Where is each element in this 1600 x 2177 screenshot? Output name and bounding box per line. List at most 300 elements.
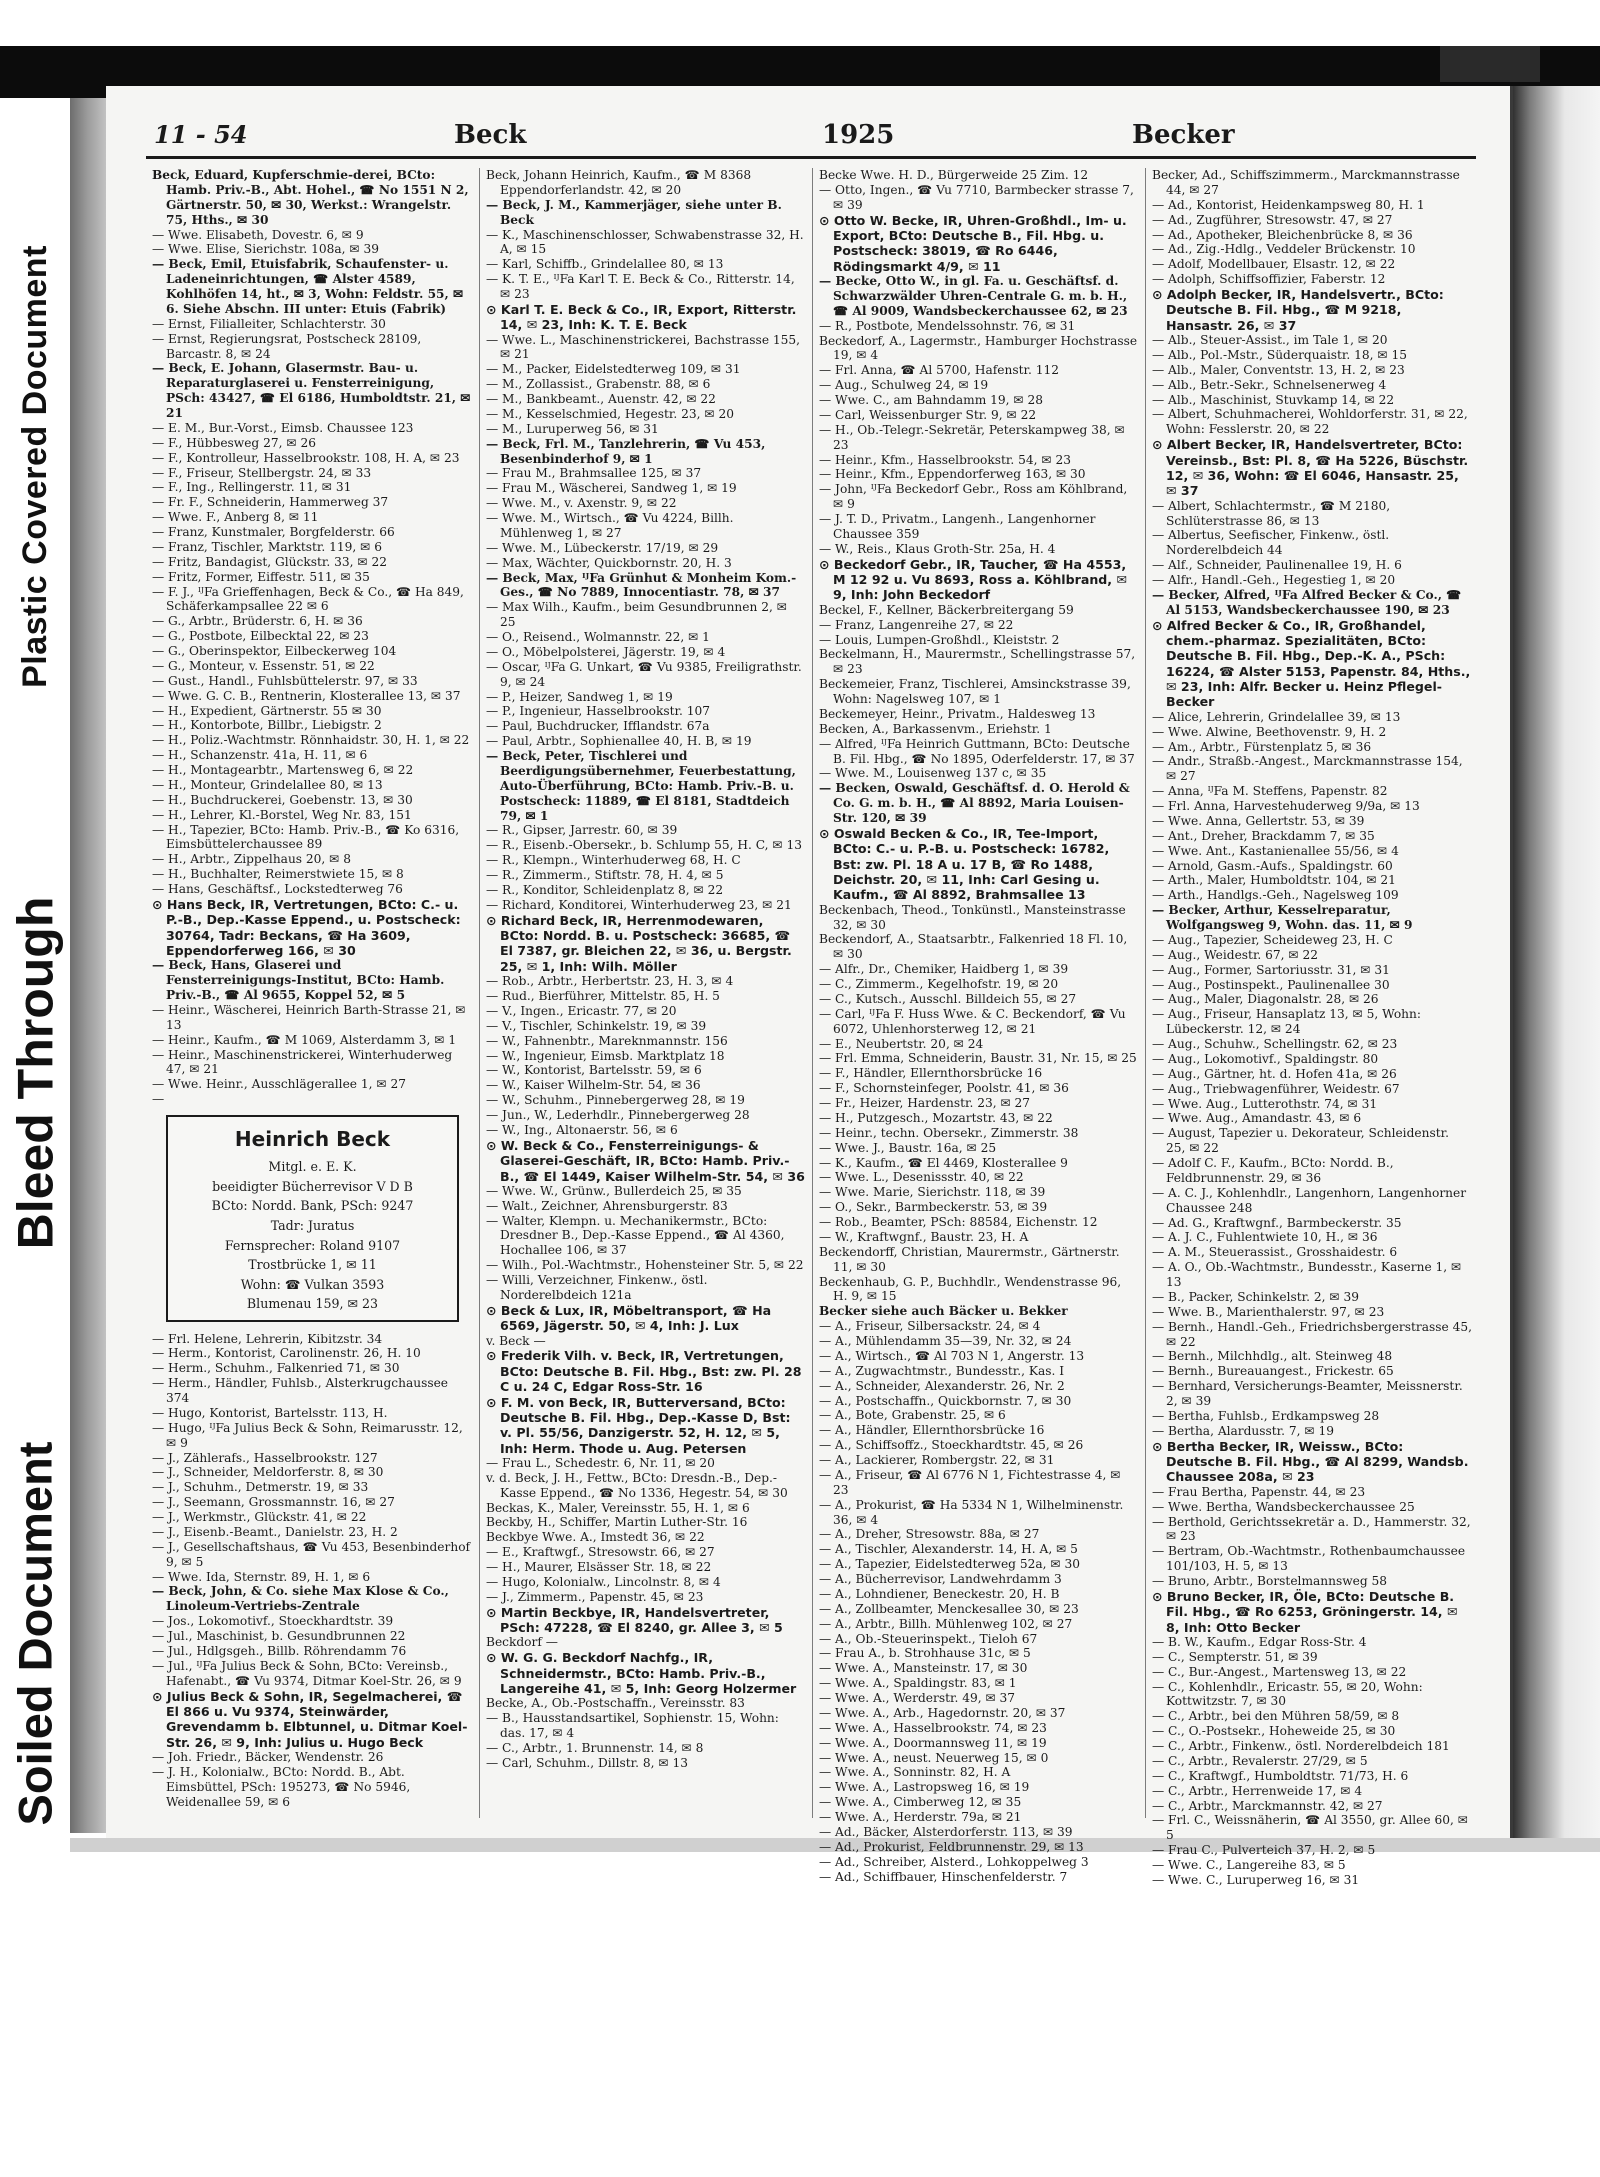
directory-entry: — Wwe. Aug., Lutterothstr. 74, ✉ 31 (1152, 1096, 1378, 1111)
directory-entry: — A., Wirtsch., ☎ Al 703 N 1, Angerstr. 13 (819, 1348, 1085, 1363)
directory-entry: — Joh. Friedr., Bäcker, Wendenstr. 26 (152, 1750, 384, 1765)
degradation-labels (0, 98, 70, 1838)
directory-entry: — Alb., Pol.-Mstr., Süderquaistr. 18, ✉ 15 (1152, 347, 1407, 362)
directory-entry: — Aug., Maler, Diagonalstr. 28, ✉ 26 (1152, 992, 1379, 1007)
directory-entry: — H., Lehrer, Kl.-Borstel, Weg Nr. 83, 151 (152, 807, 412, 822)
directory-entry: — Frau A., b. Strohhause 31c, ✉ 5 (819, 1646, 1031, 1661)
directory-entry: Beck, Johann Heinrich, Kaufm., ☎ M 8368 Eppendorferlandstr. 42, ✉ 20 (486, 168, 752, 197)
directory-entry: — A., Tischler, Alexanderstr. 14, H. A, ✉ 5 (819, 1542, 1078, 1557)
directory-entry: — John, ᴵᴶFa Beckedorf Gebr., Ross am Köhlbrand, ✉ 9 (819, 482, 1128, 512)
directory-entry: — Becke, Otto W., in gl. Fa. u. Geschäftsf. d. Schwarzwälder Uhren-Centrale G. m. b. H., ☎ Al 9009, Wandsbeckerchaussee 62, ✉ 23 (819, 274, 1128, 318)
directory-entry: — K. T. E., ᴵᴶFa Karl T. E. Beck & Co., Ritterstr. 14, ✉ 23 (486, 272, 795, 301)
directory-entry: — Wwe. C., am Bahndamm 19, ✉ 28 (819, 393, 1044, 408)
directory-entry: — Heinr., Maschinenstrickerei, Winterhuderweg 47, ✉ 21 (152, 1047, 453, 1077)
directory-entry: — Fritz, Bandagist, Glückstr. 33, ✉ 22 (152, 554, 387, 569)
directory-entry: — Albert, Schuhmacherei, Wohldorferstr. 31, ✉ 22, Wohn: Fesslerstr. 20, ✉ 22 (1152, 407, 1468, 437)
directory-entry: — P., Heizer, Sandweg 1, ✉ 19 (486, 689, 673, 704)
directory-entry: Beckendorf, A., Staatsarbtr., Falkenried 18 Fl. 10, ✉ 30 (819, 932, 1128, 962)
directory-entry: — H., Buchhalter, Reimerstwiete 15, ✉ 8 (152, 867, 404, 882)
directory-entry: — Wwe. Anna, Gellertstr. 53, ✉ 39 (1152, 813, 1365, 828)
directory-entry: — Gust., Handl., Fuhlsbüttelerstr. 97, ✉ 33 (152, 673, 418, 688)
directory-entry: — Walt., Zeichner, Ahrensburgerstr. 83 (486, 1198, 728, 1213)
advertisement-line: Blumenau 159, ✉ 23 (246, 1296, 379, 1312)
directory-entry: — A. M., Steuerassist., Grosshaidestr. 6 (1152, 1245, 1398, 1260)
directory-entry: Becker siehe auch Bäcker u. Bekker (819, 1304, 1068, 1319)
directory-entry: — Bertram, Ob.-Wachtmstr., Rothenbaumchaussee 101/103, H. 5, ✉ 13 (1152, 1544, 1466, 1574)
directory-column (1145, 168, 1478, 1887)
directory-entry: — Richard, Konditorei, Winterhuderweg 23, ✉ 21 (486, 897, 792, 912)
directory-entry: — Alfr., Dr., Chemiker, Haidberg 1, ✉ 39 (819, 962, 1069, 977)
directory-entry: — B., Packer, Schinkelstr. 2, ✉ 39 (1152, 1289, 1359, 1304)
directory-entry: — Carl, Weissenburger Str. 9, ✉ 22 (819, 407, 1037, 422)
directory-entry: — Aug., Former, Sartoriusstr. 31, ✉ 31 (1152, 962, 1390, 977)
directory-entry: — A., Zollbeamter, Menckesallee 30, ✉ 23 (819, 1601, 1079, 1616)
directory-entry: — E., Kraftwgf., Stresowstr. 66, ✉ 27 (486, 1545, 715, 1560)
directory-column (812, 168, 1145, 1884)
directory-entry: — Ad., Schreiber, Alsterd., Lohkoppelweg 3 (819, 1854, 1089, 1869)
directory-entry: — A., Bücherrevisor, Landwehrdamm 3 (819, 1572, 1062, 1587)
directory-entry: — J., Schneider, Meldorferstr. 8, ✉ 30 (152, 1465, 384, 1480)
directory-entry: — H., Maurer, Elsässer Str. 18, ✉ 22 (486, 1560, 712, 1575)
directory-entry: — H., Arbtr., Zippelhaus 20, ✉ 8 (152, 852, 352, 867)
directory-entry: — E., Neubertstr. 20, ✉ 24 (819, 1036, 984, 1051)
directory-entry: — A. C. J., Kohlenhdlr., Langenhorn, Langenhorner Chaussee 248 (1152, 1185, 1467, 1215)
directory-entry: ⊙ Karl T. E. Beck & Co., IR, Export, Ritterstr. 14, ✉ 23, Inh: K. T. E. Beck (486, 301, 797, 333)
directory-entry: — Max, Wächter, Quickbornstr. 20, H. 3 (486, 555, 732, 570)
directory-entry: ⊙ Otto W. Becke, IR, Uhren-Großhdl., Im- u. Export, BCto: Deutsche B., Fil. Hbg. u. Postscheck: 38019, ☎ Ro 6446, Rödingsmarkt 4/9, ✉ 11 (819, 212, 1127, 274)
directory-entry: — C., Arbtr., Revalerstr. 27/29, ✉ 5 (1152, 1753, 1368, 1768)
directory-entry: — W., Reis., Klaus Groth-Str. 25a, H. 4 (819, 541, 1056, 556)
directory-entry: Becke, A., Ob.-Postschaffn., Vereinsstr. 83 (486, 1696, 745, 1711)
directory-entry: — Arth., Handlgs.-Geh., Nagelsweg 109 (1152, 888, 1399, 903)
directory-entry: — A., Friseur, ☎ Al 6776 N 1, Fichtestrasse 4, ✉ 23 (819, 1467, 1121, 1497)
directory-entry: ⊙ W. G. G. Beckdorf Nachfg., IR, Schneidermstr., BCto: Hamb. Priv.-B., Langereihe 41, ✉ 5, Inh: Georg Holzermer (486, 1650, 797, 1697)
directory-entry: — F., Kontrolleur, Hasselbrookstr. 108, H. A, ✉ 23 (152, 450, 460, 465)
directory-entry: — C., Arbtr., Marckmannstr. 42, ✉ 27 (1152, 1798, 1383, 1813)
directory-entry: — A., Friseur, Silbersackstr. 24, ✉ 4 (819, 1319, 1041, 1334)
directory-entry: — Adolf, Modellbauer, Elsastr. 12, ✉ 22 (1152, 257, 1396, 272)
directory-entry: — Heinr., Kfm., Eppendorferweg 163, ✉ 30 (819, 467, 1086, 482)
directory-entry: — Rob., Arbtr., Herbertstr. 23, H. 3, ✉ 4 (486, 974, 734, 989)
directory-entry: — Fritz, Former, Eiffestr. 511, ✉ 35 (152, 569, 370, 584)
directory-entry: Beckedorf, A., Lagermstr., Hamburger Hochstrasse 19, ✉ 4 (819, 333, 1138, 363)
directory-entry: — G., Monteur, v. Essenstr. 51, ✉ 22 (152, 658, 375, 673)
directory-entry: — Jos., Lokomotivf., Stoeckhardtstr. 39 (152, 1614, 394, 1629)
advertisement-line: Trostbrücke 1, ✉ 11 (248, 1257, 377, 1273)
directory-entry: — Wwe. L., Maschinenstrickerei, Bachstrasse 155, ✉ 21 (486, 332, 801, 362)
directory-entry: — H., Schanzenstr. 41a, H. 11, ✉ 6 (152, 748, 368, 763)
directory-entry: — Heinr., Kaufm., ☎ M 1069, Alsterdamm 3, ✉ 1 (152, 1032, 457, 1047)
directory-entry: — Rob., Beamter, PSch: 88584, Eichenstr. 12 (819, 1215, 1098, 1230)
directory-entry: — R., Eisenb.-Obersekr., b. Schlump 55, H. C, ✉ 13 (486, 838, 802, 853)
directory-entry: — Heinr., techn. Obersekr., Zimmerstr. 38 (819, 1125, 1079, 1140)
directory-entry: — Ad., Bäcker, Alsterdorferstr. 113, ✉ 39 (819, 1824, 1073, 1839)
directory-entry: — W., Ingenieur, Eimsb. Marktplatz 18 (486, 1048, 725, 1063)
directory-entry: — Ad., Zig.-Hdlg., Veddeler Brückenstr. 10 (1152, 242, 1416, 257)
directory-entry: — H., Expedient, Gärtnerstr. 55 ✉ 30 (152, 703, 382, 718)
directory-entry: ⊙ F. M. von Beck, IR, Butterversand, BCto: Deutsche B. Fil. Hbg., Dep.-Kasse D, Bst: v. Pl. 55/56, Danzigerstr. 52, H. 12, ✉ 5, Inh: Herm. Thode u. Aug. Petersen (486, 1394, 791, 1456)
directory-entry: — Bertha, Alardusstr. 7, ✉ 19 (1152, 1423, 1334, 1438)
directory-entry: — Bernh., Milchhdlg., alt. Steinweg 48 (1152, 1349, 1393, 1364)
directory-entry: — V., Tischler, Schinkelstr. 19, ✉ 39 (486, 1018, 707, 1033)
directory-entry: — J. T. D., Privatm., Langenh., Langenhorner Chaussee 359 (819, 512, 1096, 541)
directory-entry: — Wwe. C., Langereihe 83, ✉ 5 (1152, 1858, 1346, 1873)
directory-entry: — C., Arbtr., 1. Brunnenstr. 14, ✉ 8 (486, 1741, 704, 1756)
directory-entry: — C., Arbtr., bei den Mühren 58/59, ✉ 8 (1152, 1709, 1400, 1724)
directory-entry: — Willi, Verzeichner, Finkenw., östl. Norderelbdeich 121a (486, 1273, 708, 1302)
directory-entry: — Wwe. M., Lübeckerstr. 17/19, ✉ 29 (486, 540, 719, 555)
directory-entry: — Anna, ᴵᴶFa M. Steffens, Papenstr. 82 (1152, 784, 1388, 799)
directory-entry: ⊙ Julius Beck & Sohn, IR, Segelmacherei, ☎ El 866 u. Vu 9374, Steinwärder, Grevendamm b. Elbtunnel, u. Ditmar Koel-Str. 26, ✉ 9, Inh: Julius u. Hugo Beck (152, 1688, 468, 1750)
directory-entry: ⊙ Bertha Becker, IR, Weissw., BCto: Deutsche B. Fil. Hbg., ☎ Al 8299, Wandsb. Chaussee 208a, ✉ 23 (1152, 1438, 1469, 1485)
page-number: 11 - 54 (154, 120, 248, 149)
directory-entry: — Wwe. A., Mansteinstr. 17, ✉ 30 (819, 1661, 1028, 1676)
directory-entry: — W., Kontorist, Bartelsstr. 59, ✉ 6 (486, 1063, 702, 1078)
directory-entry: — R., Klempn., Winterhuderweg 68, H. C (486, 853, 741, 868)
directory-entry: — A., Lohndiener, Beneckestr. 20, H. B (819, 1586, 1060, 1601)
scanner-corner-notch (1440, 46, 1540, 82)
directory-entry: ⊙ Oswald Becken & Co., IR, Tee-Import, BCto: C.- u. P.-B. u. Postscheck: 16782, Bst: zw. Pl. 18 A u. 17 B, ☎ Ro 1488, Deichstr. 20, ✉ 11, Inh: Carl Gesing u. Kaufm., ☎ Al 8892, Brahmsallee 13 (819, 825, 1110, 903)
directory-entry: — Heinr., Wäscherei, Heinrich Barth-Strasse 21, ✉ 13 (152, 1002, 466, 1032)
directory-entry: — Wwe. A., neust. Neuerweg 15, ✉ 0 (819, 1750, 1049, 1765)
advertisement-line: beeidigter Bücherrevisor V D B (212, 1178, 413, 1194)
directory-entry: — Bernh., Bureauangest., Frickestr. 65 (1152, 1364, 1394, 1379)
directory-entry: — O., Möbelpolsterei, Jägerstr. 19, ✉ 4 (486, 644, 726, 659)
directory-entry: — Wwe. Ant., Kastanienallee 55/56, ✉ 4 (1152, 843, 1399, 858)
header-first-name: Beck (454, 120, 527, 150)
directory-entry: — Beck, Hans, Glaserei und Fensterreinigungs-Institut, BCto: Hamb. Priv.-B., ☎ Al 9655, Koppel 52, ✉ 5 (152, 958, 445, 1003)
directory-entry: — F., Friseur, Stellbergstr. 24, ✉ 33 (152, 465, 372, 480)
directory-entry: Becken, A., Barkassenvm., Eriehstr. 1 (819, 721, 1052, 736)
directory-entry: — Wwe. A., Hasselbrookstr. 74, ✉ 23 (819, 1720, 1047, 1735)
directory-entry: — Louis, Lumpen-Großhdl., Kleiststr. 2 (819, 632, 1060, 647)
page-edge-strip (1512, 86, 1600, 1838)
directory-entry: — Wwe. G. C. B., Rentnerin, Klosterallee 13, ✉ 37 (152, 688, 461, 703)
directory-entry: — Bruno, Arbtr., Borstelmannsweg 58 (1152, 1574, 1388, 1588)
directory-entry: ⊙ W. Beck & Co., Fensterreinigungs- & Glaserei-Geschäft, IR, BCto: Hamb. Priv.-B., ☎ El 1449, Kaiser Wilhelm-Str. 54, ✉ 36 (486, 1137, 805, 1184)
directory-entry: v. Beck — (486, 1333, 546, 1348)
directory-entry: — F., Schornsteinfeger, Poolstr. 41, ✉ 36 (819, 1081, 1069, 1096)
directory-entry: — J., Eisenb.-Beamt., Danielstr. 23, H. 2 (152, 1524, 398, 1539)
directory-column (146, 168, 479, 1818)
soiled-document-label: Soiled Document (2, 1343, 68, 1923)
directory-entry: Beckas, K., Maler, Vereinsstr. 55, H. 1, ✉ 6 (486, 1500, 750, 1515)
directory-entry: — Wwe. Ida, Sternstr. 89, H. 1, ✉ 6 (152, 1569, 371, 1584)
directory-entry: — F., Ing., Rellingerstr. 11, ✉ 31 (152, 480, 352, 495)
directory-entry: — Oscar, ᴵᴶFa G. Unkart, ☎ Vu 9385, Freiligrathstr. 9, ✉ 24 (486, 659, 802, 689)
directory-entry: — Frau L., Schedestr. 6, Nr. 11, ✉ 20 (486, 1455, 715, 1470)
directory-entry: ⊙ Hans Beck, IR, Vertretungen, BCto: C.- u. P.-B., Dep.-Kasse Eppend., u. Postscheck: 30764, Tadr: Beckans, ☎ Ha 3609, Eppendorferweg 166, ✉ 30 (152, 896, 461, 958)
directory-entry: Beck, Eduard, Kupferschmie-derei, BCto: Hamb. Priv.-B., Abt. Hohel., ☎ No 1551 N 2, Gärtnerstr. 50, ✉ 30, Werkst.: Wrangelstr. 75, Hths., ✉ 30 (152, 168, 469, 227)
directory-entry: — Frau Bertha, Papenstr. 44, ✉ 23 (1152, 1484, 1366, 1499)
page-header (154, 120, 1474, 160)
directory-entry: — R., Postbote, Mendelssohnstr. 76, ✉ 31 (819, 318, 1076, 333)
directory-entry: — Alb., Maschinist, Stuvkamp 14, ✉ 22 (1152, 392, 1395, 407)
directory-entry: — Frl. Anna, Harvestehuderweg 9/9a, ✉ 13 (1152, 799, 1420, 814)
directory-entry: — Wilh., Pol.-Wachtmstr., Hohensteiner Str. 5, ✉ 22 (486, 1258, 804, 1273)
directory-entry: — A., Lackierer, Rombergstr. 22, ✉ 31 (819, 1453, 1055, 1468)
directory-entry: — Andr., Straßb.-Angest., Marckmannstrasse 154, ✉ 27 (1152, 754, 1463, 784)
directory-entry: — Herm., Schuhm., Falkenried 71, ✉ 30 (152, 1361, 400, 1376)
directory-entry: v. d. Beck, J. H., Fettw., BCto: Dresdn.-B., Dep.-Kasse Eppend., ☎ No 1336, Hegestr. 54, ✉ 30 (486, 1470, 788, 1500)
directory-entry: — Beck, E. Johann, Glasermstr. Bau- u. Reparaturglaserei u. Fensterreinigung, PSch: 43427, ☎ El 6186, Humboldtstr. 21, ✉ 21 (152, 361, 471, 420)
directory-entry: — M., Bankbeamt., Auenstr. 42, ✉ 22 (486, 392, 716, 407)
directory-entry: — J., Zimmerm., Papenstr. 45, ✉ 23 (486, 1589, 704, 1604)
directory-entry: — Aug., Weidestr. 67, ✉ 22 (1152, 947, 1319, 962)
directory-entry: — C., O.-Postsekr., Hoheweide 25, ✉ 30 (1152, 1724, 1396, 1739)
directory-entry: Beckdorf — (486, 1635, 558, 1650)
directory-entry: — Wwe. Alwine, Beethovenstr. 9, H. 2 (1152, 724, 1387, 739)
directory-entry: ⊙ Richard Beck, IR, Herrenmodewaren, BCto: Nordd. B. u. Postscheck: 36685, ☎ El 7387, gr. Bleichen 22, ✉ 36, u. Bergstr. 25, ✉ 1, Inh: Wilh. Möller (486, 912, 792, 974)
directory-entry: Beckel, F., Kellner, Bäckerbreitergang 59 (819, 602, 1074, 617)
directory-entry: — Herm., Händler, Fuhlsb., Alsterkrugchaussee 374 (152, 1376, 449, 1406)
directory-entry: — Hugo, Kolonialw., Lincolnstr. 8, ✉ 4 (486, 1574, 721, 1589)
directory-entry: — Albert, Schlachtermstr., ☎ M 2180, Schlüterstrasse 86, ✉ 13 (1152, 498, 1391, 528)
directory-entry: ⊙ Frederik Vilh. v. Beck, IR, Vertretungen, BCto: Deutsche B. Fil. Hbg., Bst: zw. Pl. 28 C u. 24 C, Edgar Ross-Str. 16 (486, 1348, 802, 1395)
directory-entry: — Albertus, Seefischer, Finkenw., östl. Norderelbdeich 44 (1152, 528, 1390, 558)
directory-entry: — P., Ingenieur, Hasselbrookstr. 107 (486, 704, 710, 719)
directory-entry: — Ad., Prokurist, Feldbrunnenstr. 29, ✉ 13 (819, 1839, 1084, 1854)
directory-entry: — Aug., Triebwagenführer, Weidestr. 67 (1152, 1081, 1400, 1096)
directory-columns (146, 168, 1478, 1887)
directory-entry: — Bernhard, Versicherungs-Beamter, Meissnerstr. 2, ✉ 39 (1152, 1379, 1463, 1409)
directory-entry: — Am., Arbtr., Fürstenplatz 5, ✉ 36 (1152, 739, 1372, 754)
directory-entry: — Rud., Bierführer, Mittelstr. 85, H. 5 (486, 989, 720, 1004)
directory-entry: — M., Luruperweg 56, ✉ 31 (486, 421, 659, 436)
directory-entry: — V., Ingen., Ericastr. 77, ✉ 20 (486, 1003, 677, 1018)
directory-entry: — C., Kohlenhdlr., Ericastr. 55, ✉ 20, Wohn: Kottwitzstr. 7, ✉ 30 (1152, 1679, 1423, 1709)
directory-entry: — Franz, Langenreihe 27, ✉ 22 (819, 617, 1014, 632)
directory-entry: — Frl. Anna, ☎ Al 5700, Hafenstr. 112 (819, 363, 1060, 378)
directory-entry: — Wwe. J., Baustr. 16a, ✉ 25 (819, 1140, 997, 1155)
directory-entry: — J. H., Kolonialw., BCto: Nordd. B., Abt. Eimsbüttel, PSch: 195273, ☎ No 5946, Weidenallee 59, ✉ 6 (152, 1764, 411, 1809)
directory-entry: — Wwe. B., Marienthalerstr. 97, ✉ 23 (1152, 1304, 1385, 1319)
directory-entry: — M., Zollassist., Grabenstr. 88, ✉ 6 (486, 377, 711, 392)
directory-entry: — C., Kutsch., Ausschl. Billdeich 55, ✉ 27 (819, 991, 1077, 1006)
directory-column (479, 168, 812, 1818)
directory-entry: — Frl. Emma, Schneiderin, Baustr. 31, Nr. 15, ✉ 25 (819, 1051, 1137, 1066)
directory-entry: — Wwe. A., Cimberweg 12, ✉ 35 (819, 1795, 1022, 1810)
directory-entry: — A., Zugwachtmstr., Bundesstr., Kas. I (819, 1363, 1065, 1378)
bleed-through-label: Bleed Through (2, 813, 68, 1333)
directory-entry: — Carl, ᴵᴶFa F. Huss Wwe. & C. Beckendorf, ☎ Vu 6072, Uhlenhorsterweg 12, ✉ 21 (819, 1006, 1126, 1036)
directory-entry: — H., Tapezier, BCto: Hamb. Priv.-B., ☎ Ko 6316, Eimsbüttelerchaussee 89 (152, 822, 460, 852)
directory-entry: — Becken, Oswald, Geschäftsf. d. O. Herold & Co. G. m. b. H., ☎ Al 8892, Maria Louisen-Str. 120, ✉ 39 (819, 781, 1130, 826)
directory-entry: — Ad. G., Kraftwgnf., Barmbeckerstr. 35 (1152, 1215, 1402, 1230)
directory-entry: — A., Händler, Ellernthorsbrücke 16 (819, 1423, 1045, 1438)
directory-entry: — A. J. C., Fuhlentwiete 10, H., ✉ 36 (1152, 1230, 1378, 1245)
directory-entry: — Bertha, Fuhlsb., Erdkampsweg 28 (1152, 1408, 1380, 1423)
directory-entry: ⊙ Bruno Becker, IR, Öle, BCto: Deutsche B. Fil. Hbg., ☎ Ro 6253, Gröningerstr. 14, ✉ 8, Inh: Otto Becker (1152, 1588, 1458, 1635)
directory-entry: — Fr., Heizer, Hardenstr. 23, ✉ 27 (819, 1096, 1031, 1111)
advertisement-line: BCto: Nordd. Bank, PSch: 9247 (211, 1198, 414, 1214)
directory-entry: — Wwe. A., Arb., Hagedornstr. 20, ✉ 37 (819, 1705, 1066, 1720)
directory-entry: — K., Kaufm., ☎ El 4469, Klosterallee 9 (819, 1155, 1068, 1170)
directory-entry: Beckemeier, Franz, Tischlerei, Amsinckstrasse 39, Wohn: Nagelsweg 107, ✉ 1 (819, 677, 1131, 707)
directory-entry: — O., Reisend., Wolmannstr. 22, ✉ 1 (486, 630, 710, 645)
directory-entry: — Becker, Alfred, ᴵᴶFa Alfred Becker & Co., ☎ Al 5153, Wandsbeckerchaussee 190, ✉ 23 (1152, 587, 1462, 617)
directory-entry: — Hugo, ᴵᴶFa Julius Beck & Sohn, Reimarusstr. 12, ✉ 9 (152, 1420, 463, 1450)
directory-entry: — J., Werkmstr., Glückstr. 41, ✉ 22 (152, 1510, 367, 1525)
directory-entry: — Ernst, Regierungsrat, Postscheck 28109, Barcastr. 8, ✉ 24 (152, 331, 422, 361)
directory-entry: — Frl. C., Weissnäherin, ☎ Al 3550, gr. Allee 60, ✉ 5 (1152, 1813, 1468, 1843)
directory-entry: — R., Gipser, Jarrestr. 60, ✉ 39 (486, 823, 678, 838)
directory-entry: — Carl, Schuhm., Dillstr. 8, ✉ 13 (486, 1755, 688, 1770)
advertisement-line: Tadr: Juratus (270, 1218, 355, 1233)
directory-entry: — Franz, Tischler, Marktstr. 119, ✉ 6 (152, 539, 383, 554)
directory-entry: — G., Postbote, Eilbecktal 22, ✉ 23 (152, 629, 369, 644)
plastic-covered-label: Plastic Covered Document (2, 150, 68, 782)
directory-entry: — Hans, Geschäftsf., Lockstedterweg 76 (152, 882, 403, 896)
directory-entry: — Alfr., Handl.-Geh., Hegestieg 1, ✉ 20 (1152, 573, 1396, 588)
directory-entry: — Ad., Kontorist, Heidenkampsweg 80, H. 1 (1152, 197, 1425, 212)
directory-entry: — Wwe. A., Lastropsweg 16, ✉ 19 (819, 1780, 1030, 1795)
directory-entry: — Jul., ᴵᴶFa Julius Beck & Sohn, BCto: Vereinsb., Hafenabt., ☎ Vu 9374, Ditmar Koel-Str. 26, ✉ 9 (152, 1658, 462, 1688)
directory-entry: — H., Montagearbtr., Martensweg 6, ✉ 22 (152, 763, 414, 777)
directory-entry: — A., Arbtr., Billh. Mühlenweg 102, ✉ 27 (819, 1616, 1073, 1631)
directory-entry: — H., Ob.-Telegr.-Sekretär, Peterskampweg 38, ✉ 23 (819, 422, 1125, 452)
directory-entry: — W., Fahnenbtr., Mareknmannstr. 156 (486, 1033, 728, 1048)
directory-entry: ⊙ Beck & Lux, IR, Möbeltransport, ☎ Ha 6569, Jägerstr. 50, ✉ 4, Inh: J. Lux (486, 1302, 772, 1334)
directory-entry: — A., Ob.-Steuerinspekt., Tieloh 67 (819, 1631, 1038, 1646)
advertisement-line: Fernsprecher: Roland 9107 (224, 1237, 401, 1253)
directory-entry: — Beck, J. M., Kammerjäger, siehe unter B. Beck (486, 197, 782, 227)
directory-entry: — Alb., Betr.-Sekr., Schnelsenerweg 4 (1152, 377, 1387, 392)
directory-entry: — Franz, Kunstmaler, Borgfelderstr. 66 (152, 525, 395, 539)
directory-entry: — C., Arbtr., Herrenweide 17, ✉ 4 (1152, 1783, 1363, 1798)
directory-entry: — Otto, Ingen., ☎ Vu 7710, Barmbecker strasse 7, ✉ 39 (819, 182, 1134, 212)
directory-entry: ⊙ Alfred Becker & Co., IR, Großhandel, chem.-pharmaz. Spezialitäten, BCto: Deutsche B. Fil. Hbg., Dep.-K. A., PSch: 16224, ☎ Alster 5153, Papenstr. 84, Hths., ✉ 23, Inh: Alfr. Becker u. Heinz Pflegel-Becker (1152, 617, 1471, 710)
directory-entry: — Paul, Arbtr., Sophienallee 40, H. B, ✉ 19 (486, 734, 752, 749)
directory-entry: — Beck, Max, ᴵᴶFa Grünhut & Monheim Kom.-Ges., ☎ No 7889, Innocentiastr. 78, ✉ 37 (486, 570, 797, 600)
directory-entry: — A., Prokurist, ☎ Ha 5334 N 1, Wilhelminenstr. 36, ✉ 4 (819, 1497, 1124, 1527)
directory-entry: — Bernh., Handl.-Geh., Friedrichsbergerstrasse 45, ✉ 22 (1152, 1319, 1472, 1349)
directory-entry: Beckby, H., Schiffer, Martin Luther-Str. 16 (486, 1515, 748, 1530)
directory-entry: — Wwe. F., Anberg 8, ✉ 11 (152, 510, 319, 525)
directory-entry: — Aug., Postinspekt., Paulinenallee 30 (1152, 977, 1390, 992)
directory-entry: — Beck, Emil, Etuisfabrik, Schaufenster- u. Ladeneinrichtungen, ☎ Alster 4589, Kohlhöfen 14, ht., ✉ 3, Wohn: Feldstr. 55, ✉ 6. Siehe Abschn. III unter: Etuis (Fabrik) (152, 257, 464, 316)
directory-entry: — Alb., Steuer-Assist., im Tale 1, ✉ 20 (1152, 333, 1388, 348)
directory-entry: — Berthold, Gerichtssekretär a. D., Hammerstr. 32, ✉ 23 (1152, 1514, 1471, 1544)
directory-entry: — Ad., Schiffbauer, Hinschenfelderstr. 7 (819, 1869, 1068, 1884)
directory-entry: — Wwe. A., Sonninstr. 82, H. A (819, 1765, 1011, 1780)
directory-entry: — (152, 1092, 165, 1107)
directory-entry: — Aug., Tapezier, Scheideweg 23, H. C (1152, 932, 1393, 947)
directory-entry: — Aug., Friseur, Hansaplatz 13, ✉ 5, Wohn: Lübeckerstr. 12, ✉ 24 (1152, 1007, 1421, 1037)
directory-entry: — Jul., Maschinist, b. Gesundbrunnen 22 (152, 1629, 406, 1644)
directory-entry: — Frau M., Wäscherei, Sandweg 1, ✉ 19 (486, 481, 737, 496)
directory-entry: — Ernst, Filialleiter, Schlachterstr. 30 (152, 316, 386, 331)
directory-entry: — A., Schneider, Alexanderstr. 26, Nr. 2 (819, 1378, 1065, 1393)
advertisement-box (166, 1115, 459, 1322)
directory-entry: — Wwe. Marie, Sierichstr. 118, ✉ 39 (819, 1185, 1046, 1200)
header-rule (146, 156, 1476, 159)
directory-entry: — Wwe. A., Herderstr. 79a, ✉ 21 (819, 1810, 1022, 1825)
advertisement-title: Heinrich Beck (234, 1127, 391, 1152)
directory-entry: — A., Mühlendamm 35—39, Nr. 32, ✉ 24 (819, 1334, 1072, 1349)
directory-entry: — Wwe. Bertha, Wandsbeckerchaussee 25 (1152, 1499, 1415, 1514)
directory-entry: Beckbye Wwe. A., Imstedt 36, ✉ 22 (486, 1530, 705, 1545)
directory-entry: — A., Tapezier, Eidelstedterweg 52a, ✉ 30 (819, 1557, 1080, 1572)
directory-entry: — Max Wilh., Kaufm., beim Gesundbrunnen 2, ✉ 25 (486, 600, 787, 630)
directory-entry: — Karl, Schiffb., Grindelallee 80, ✉ 13 (486, 257, 724, 272)
directory-entry: — Arth., Maler, Humboldtstr. 104, ✉ 21 (1152, 873, 1396, 888)
directory-entry: — G., Oberinspektor, Eilbeckerweg 104 (152, 644, 397, 658)
directory-entry: — Wwe. W., Grünw., Bullerdeich 25, ✉ 35 (486, 1183, 742, 1198)
directory-entry: — G., Arbtr., Brüderstr. 6, H. ✉ 36 (152, 614, 363, 629)
directory-entry: — Beck, John, & Co. siehe Max Klose & Co., Linoleum-Vertriebs-Zentrale (152, 1584, 449, 1614)
directory-entry: — W., Kraftwgnf., Baustr. 23, H. A (819, 1229, 1029, 1244)
directory-entry: — Wwe. M., Wirtsch., ☎ Vu 4224, Billh. Mühlenweg 1, ✉ 27 (486, 511, 734, 540)
directory-entry: — J., Seemann, Grossmannstr. 16, ✉ 27 (152, 1495, 395, 1510)
directory-entry: Beckelmann, H., Maurermstr., Schellingstrasse 57, ✉ 23 (819, 647, 1136, 677)
directory-entry: — Wwe. A., Spaldingstr. 83, ✉ 1 (819, 1676, 1017, 1691)
directory-entry: — Arnold, Gasm.-Aufs., Spaldingstr. 60 (1152, 858, 1393, 873)
directory-entry: — Heinr., Kfm., Hasselbrookstr. 54, ✉ 23 (819, 452, 1071, 467)
directory-entry: — Wwe. Elise, Sierichstr. 108a, ✉ 39 (152, 242, 380, 257)
directory-entry: — C., Zimmerm., Kegelhofstr. 19, ✉ 20 (819, 977, 1059, 992)
directory-entry: — A., Bote, Grabenstr. 25, ✉ 6 (819, 1408, 1006, 1423)
directory-entry: — O., Sekr., Barmbeckerstr. 53, ✉ 39 (819, 1200, 1048, 1215)
directory-entry: — H., Monteur, Grindelallee 80, ✉ 13 (152, 777, 383, 792)
directory-entry: — Wwe. M., v. Axenstr. 9, ✉ 22 (486, 496, 677, 511)
directory-entry: — K., Maschinenschlosser, Schwabenstrasse 32, H. A, ✉ 15 (486, 227, 804, 257)
directory-entry: — A., Schiffsoffz., Stoeckhardtstr. 45, ✉ 26 (819, 1438, 1084, 1453)
directory-entry: — Hugo, Kontorist, Bartelsstr. 113, H. (152, 1405, 388, 1420)
directory-entry: Becker, Ad., Schiffszimmerm., Marckmannstrasse 44, ✉ 27 (1152, 168, 1460, 197)
directory-entry: — J., Schuhm., Detmerstr. 19, ✉ 33 (152, 1480, 369, 1495)
directory-entry: — Wwe. A., Doormannsweg 11, ✉ 19 (819, 1735, 1047, 1750)
directory-entry: — M., Packer, Eidelstedterweg 109, ✉ 31 (486, 362, 741, 377)
directory-entry: — H., Buchdruckerei, Goebenstr. 13, ✉ 30 (152, 792, 413, 807)
directory-entry: — C., Kraftwgf., Humboldtstr. 71/73, H. 6 (1152, 1768, 1409, 1783)
directory-entry: — Wwe. A., Werderstr. 49, ✉ 37 (819, 1691, 1016, 1706)
directory-entry: — Frau C., Pulverteich 37, H. 2, ✉ 5 (1152, 1843, 1376, 1858)
directory-entry: — Paul, Buchdrucker, Ifflandstr. 67a (486, 719, 710, 734)
directory-entry: — Fr. F., Schneiderin, Hammerweg 37 (152, 495, 389, 510)
directory-entry: — W., Kaiser Wilhelm-Str. 54, ✉ 36 (486, 1078, 701, 1093)
directory-entry: — Alf., Schneider, Paulinenallee 19, H. 6 (1152, 558, 1402, 573)
directory-entry: — C., Sempterstr. 51, ✉ 39 (1152, 1649, 1318, 1664)
directory-entry: — C., Bur.-Angest., Martensweg 13, ✉ 22 (1152, 1664, 1407, 1679)
directory-entry: — A. O., Ob.-Wachtmstr., Bundesstr., Kaserne 1, ✉ 13 (1152, 1260, 1462, 1290)
directory-entry: — H., Putzgesch., Mozartstr. 43, ✉ 22 (819, 1110, 1053, 1125)
directory-entry: — Alfred, ᴵᴶFa Heinrich Guttmann, BCto: Deutsche B. Fil. Hbg., ☎ No 1895, Oderfelderstr. 17, ✉ 37 (819, 736, 1135, 766)
directory-entry: — Ad., Apotheker, Bleichenbrücke 8, ✉ 36 (1152, 227, 1413, 242)
directory-entry: — Alb., Maler, Conventstr. 13, H. 2, ✉ 23 (1152, 362, 1405, 377)
directory-entry: — H., Poliz.-Wachtmstr. Rönnhaidstr. 30, H. 1, ✉ 22 (152, 733, 470, 748)
directory-entry: — August, Tapezier u. Dekorateur, Schleidenstr. 25, ✉ 22 (1152, 1126, 1449, 1156)
directory-entry: — Beck, Peter, Tischlerei und Beerdigungsübernehmer, Feuerbestattung, Auto-Überführung, BCto: Hamb. Priv.-B. u. Postscheck: 11889, ☎ El 8181, Stadtdeich 79, ✉ 1 (486, 749, 796, 823)
directory-entry: — B., Hausstandsartikel, Sophienstr. 15, Wohn: das. 17, ✉ 4 (486, 1711, 779, 1741)
directory-entry: Beckendorff, Christian, Maurermstr., Gärtnerstr. 11, ✉ 30 (819, 1244, 1120, 1274)
directory-entry: — R., Zimmerm., Stiftstr. 78, H. 4, ✉ 5 (486, 868, 724, 883)
directory-entry: ⊙ Adolph Becker, IR, Handelsvertr., BCto: Deutsche B. Fil. Hbg., ☎ M 9218, Hansastr. 26, ✉ 37 (1152, 287, 1444, 333)
directory-entry: — Frl. Helene, Lehrerin, Kibitzstr. 34 (152, 1331, 383, 1346)
directory-entry: — Aug., Schulweg 24, ✉ 19 (819, 378, 989, 393)
advertisement-line: Mitgl. e. E. K. (268, 1159, 357, 1175)
directory-entry: ⊙ Martin Beckbye, IR, Handelsvertreter, PSch: 47228, ☎ El 8240, gr. Allee 3, ✉ 5 (486, 1604, 783, 1636)
directory-entry: — Wwe. Aug., Amandastr. 43, ✉ 6 (1152, 1111, 1362, 1126)
directory-entry: — Ad., Zugführer, Stresowstr. 47, ✉ 27 (1152, 212, 1393, 227)
directory-entry: — Wwe. Elisabeth, Dovestr. 6, ✉ 9 (152, 227, 364, 242)
directory-entry: Becke Wwe. H. D., Bürgerweide 25 Zim. 12 (819, 168, 1089, 182)
directory-entry: Beckenhaub, G. P., Buchhdlr., Wendenstrasse 96, H. 9, ✉ 15 (819, 1274, 1122, 1304)
directory-entry: — Walter, Klempn. u. Mechanikermstr., BCto: Dresdner B., Dep.-Kasse Eppend., ☎ Al 4360, Hochallee 106, ✉ 37 (486, 1213, 785, 1258)
directory-entry: — Frau M., Brahmsallee 125, ✉ 37 (486, 466, 702, 481)
directory-entry: — Aug., Schuhw., Schellingstr. 62, ✉ 23 (1152, 1037, 1398, 1052)
directory-entry: — M., Kesselschmied, Hegestr. 23, ✉ 20 (486, 406, 735, 421)
